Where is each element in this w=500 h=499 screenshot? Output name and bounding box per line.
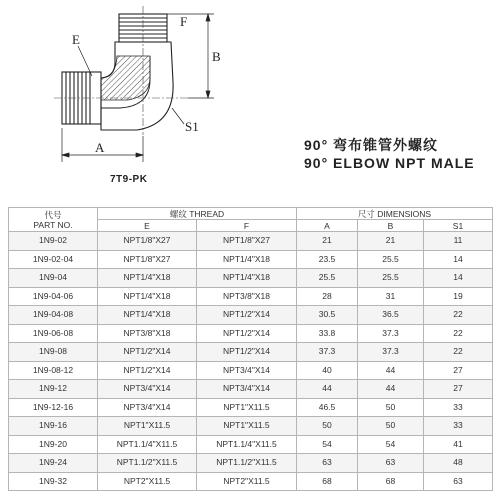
thread-e-cell: NPT1/8"X27 [98, 232, 197, 251]
thread-e-cell: NPT1.1/4"X11.5 [98, 435, 197, 454]
title-chinese: 90° 弯布锥管外螺纹 [304, 137, 439, 153]
spec-table-body [9, 232, 493, 491]
dim-b-cell: 68 [358, 472, 424, 491]
dim-a-cell: 63 [297, 454, 358, 473]
dim-b-cell: 37.3 [358, 324, 424, 343]
table-row [9, 472, 493, 491]
dim-s1-cell: 27 [424, 361, 493, 380]
dim-a-cell: 23.5 [297, 250, 358, 269]
dim-s1-cell: 22 [424, 306, 493, 325]
table-row [9, 232, 493, 251]
dim-b-cell: 25.5 [358, 250, 424, 269]
dim-a-cell: 28 [297, 287, 358, 306]
thread-e-cell: NPT3/4"X14 [98, 380, 197, 399]
thread-f-cell: NPT1/4"X18 [197, 269, 297, 288]
part-no-cell: 1N9-04-08 [9, 306, 98, 325]
table-row [9, 324, 493, 343]
label-f: F [180, 14, 188, 29]
thread-f-cell: NPT1/4"X18 [197, 250, 297, 269]
header-part-cn: 代号 [44, 209, 62, 220]
thread-f-cell: NPT3/4"X14 [197, 361, 297, 380]
table-row [9, 269, 493, 288]
part-no-cell: 1N9-02 [9, 232, 98, 251]
table-row [9, 417, 493, 436]
thread-e-cell: NPT1/2"X14 [98, 343, 197, 362]
dim-a-cell: 37.3 [297, 343, 358, 362]
thread-e-cell: NPT2"X11.5 [98, 472, 197, 491]
part-no-cell: 1N9-24 [9, 454, 98, 473]
thread-f-cell: NPT1"X11.5 [197, 398, 297, 417]
header-f: F [197, 220, 297, 232]
dim-s1-cell: 22 [424, 343, 493, 362]
header-b: B [358, 220, 424, 232]
label-a: A [95, 140, 105, 155]
part-no-cell: 1N9-04 [9, 269, 98, 288]
dim-s1-cell: 11 [424, 232, 493, 251]
header-part-no [9, 208, 98, 232]
dim-b-cell: 25.5 [358, 269, 424, 288]
header-part-en: PART NO. [33, 219, 73, 230]
part-no-cell: 1N9-20 [9, 435, 98, 454]
dim-b-cell: 44 [358, 380, 424, 399]
thread-f-cell: NPT2"X11.5 [197, 472, 297, 491]
thread-f-cell: NPT1.1/4"X11.5 [197, 435, 297, 454]
table-row [9, 454, 493, 473]
title-english: 90° ELBOW NPT MALE [304, 155, 475, 171]
dim-a-cell: 54 [297, 435, 358, 454]
thread-f-cell: NPT1"X11.5 [197, 417, 297, 436]
dim-a-cell: 30.5 [297, 306, 358, 325]
thread-e-cell: NPT3/4"X14 [98, 398, 197, 417]
thread-e-cell: NPT1.1/2"X11.5 [98, 454, 197, 473]
thread-e-cell: NPT3/8"X18 [98, 324, 197, 343]
dim-a-cell: 44 [297, 380, 358, 399]
dim-b-cell: 37.3 [358, 343, 424, 362]
label-b: B [212, 49, 221, 64]
thread-e-cell: NPT1/2"X14 [98, 361, 197, 380]
thread-e-cell: NPT1"X11.5 [98, 417, 197, 436]
dim-s1-cell: 22 [424, 324, 493, 343]
dim-b-cell: 36.5 [358, 306, 424, 325]
dim-b-cell: 21 [358, 232, 424, 251]
table-row [9, 343, 493, 362]
dim-b-cell: 50 [358, 417, 424, 436]
dim-s1-cell: 63 [424, 472, 493, 491]
dim-s1-cell: 41 [424, 435, 493, 454]
dim-a-cell: 21 [297, 232, 358, 251]
dim-a-cell: 46.5 [297, 398, 358, 417]
header-thread: 螺纹 THREAD [98, 208, 297, 220]
dim-a-cell: 33.8 [297, 324, 358, 343]
thread-f-cell: NPT1/8"X27 [197, 232, 297, 251]
thread-e-cell: NPT1/4"X18 [98, 287, 197, 306]
label-e: E [72, 32, 80, 47]
thread-f-cell: NPT1/2"X14 [197, 343, 297, 362]
part-no-cell: 1N9-02-04 [9, 250, 98, 269]
table-row [9, 361, 493, 380]
table-row [9, 380, 493, 399]
model-code: 7T9-PK [110, 174, 148, 185]
thread-f-cell: NPT1/2"X14 [197, 324, 297, 343]
part-no-cell: 1N9-32 [9, 472, 98, 491]
part-no-cell: 1N9-08-12 [9, 361, 98, 380]
header-a: A [297, 220, 358, 232]
part-no-cell: 1N9-12-16 [9, 398, 98, 417]
thread-f-cell: NPT3/8"X18 [197, 287, 297, 306]
header-e: E [98, 220, 197, 232]
dim-a-cell: 25.5 [297, 269, 358, 288]
table-row [9, 306, 493, 325]
dim-s1-cell: 19 [424, 287, 493, 306]
dim-s1-cell: 27 [424, 380, 493, 399]
dim-b-cell: 31 [358, 287, 424, 306]
table-row [9, 287, 493, 306]
header-s1: S1 [424, 220, 493, 232]
dim-a-cell: 50 [297, 417, 358, 436]
thread-f-cell: NPT1.1/2"X11.5 [197, 454, 297, 473]
thread-e-cell: NPT1/4"X18 [98, 306, 197, 325]
thread-f-cell: NPT1/2"X14 [197, 306, 297, 325]
dim-b-cell: 63 [358, 454, 424, 473]
table-row [9, 435, 493, 454]
dim-s1-cell: 33 [424, 417, 493, 436]
dim-s1-cell: 33 [424, 398, 493, 417]
thread-f-cell: NPT3/4"X14 [197, 380, 297, 399]
dim-b-cell: 54 [358, 435, 424, 454]
dim-s1-cell: 48 [424, 454, 493, 473]
spec-table [8, 207, 493, 491]
header-dimensions: 尺寸 DIMENSIONS [297, 208, 493, 220]
dim-a-cell: 40 [297, 361, 358, 380]
part-no-cell: 1N9-06-08 [9, 324, 98, 343]
dim-b-cell: 50 [358, 398, 424, 417]
part-no-cell: 1N9-16 [9, 417, 98, 436]
part-no-cell: 1N9-12 [9, 380, 98, 399]
dim-s1-cell: 14 [424, 250, 493, 269]
dim-s1-cell: 14 [424, 269, 493, 288]
label-s1: S1 [185, 119, 199, 134]
part-no-cell: 1N9-04-06 [9, 287, 98, 306]
thread-e-cell: NPT1/8"X27 [98, 250, 197, 269]
table-row [9, 250, 493, 269]
part-no-cell: 1N9-08 [9, 343, 98, 362]
dim-b-cell: 44 [358, 361, 424, 380]
thread-e-cell: NPT1/4"X18 [98, 269, 197, 288]
table-row [9, 398, 493, 417]
dim-a-cell: 68 [297, 472, 358, 491]
